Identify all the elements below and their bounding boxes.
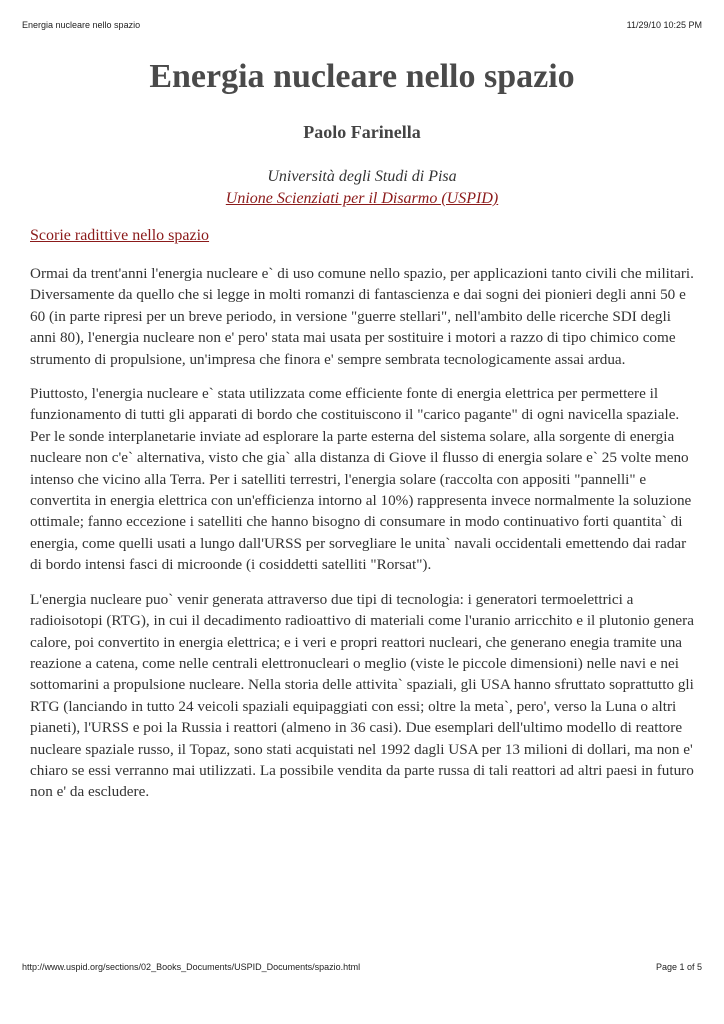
footer-page-number: Page 1 of 5	[655, 962, 702, 972]
article-body	[30, 263, 695, 816]
affiliation-block	[0, 166, 724, 210]
section-link-scorie[interactable]: Scorie radittive nello spazio	[30, 227, 210, 244]
header-page-title: Energia nucleare nello spazio	[22, 20, 141, 30]
university-name: Università degli Studi di Pisa	[267, 168, 457, 185]
paragraph-2: Piuttosto, l'energia nucleare e` stata utilizzata come efficiente fonte di energia elettrica per permettere il funzionamento di tutti gli apparati di bordo che costituiscono il "carico pagante" di ogni navicella spaziale. Per le sonde interplanetarie inviate ad esplorare la parte esterna del sistema solare, alla sorgente di energia nucleare non c'e` alternativa, visto che gia` alla distanza di Giove il flusso di energia solare e` 25 volte meno intenso che vicino alla Terra. Per i satelliti terrestri, l'energia solare (raccolta con appositi "pannelli" e convertita in energia elettrica con un'efficienza intorno al 10%) rappresenta invece normalmente la soluzione ottimale; fanno eccezione i satelliti che hanno bisogno di consumare in modo continuativo forti quantita` di energia, come quelli usati a lungo dall'URSS per sorvegliare le unita` navali occidentali emettendo dai radar di bordo intensi fasci di microonde (i cosiddetti satelliti "Rorsat").	[30, 385, 692, 574]
header-timestamp: 11/29/10 10:25 PM	[626, 20, 702, 30]
footer-url: http://www.uspid.org/sections/02_Books_Documents/USPID_Documents/spazio.html	[22, 962, 361, 972]
uspid-link[interactable]: Unione Scienziati per il Disarmo (USPID)	[225, 190, 499, 207]
print-footer	[22, 962, 702, 972]
print-header	[22, 20, 702, 30]
paragraph-1: Ormai da trent'anni l'energia nucleare e` di uso comune nello spazio, per applicazioni tanto civili che militari. Diversamente da quello che si legge in molti romanzi di fantascienza e dai sogni dei pionieri degli anni 50 e 60 (in parte ripresi per un breve periodo, in versione "guerre stellari", nell'ambito delle ricerche SDI degli anni 80), l'energia nucleare non e' pero' stata mai usata per sostituire i motori a razzo di tipo chimico come strumento di propulsione, un'impresa che finora e' sempre sembrata tecnologicamente assai ardua.	[30, 265, 694, 368]
paragraph-3: L'energia nucleare puo` venir generata attraverso due tipi di tecnologia: i generatori termoelettrici a radioisotopi (RTG), in cui il decadimento radioattivo di materiali come l'uranio arricchito e il plutonio genera calore, poi convertito in energia elettrica; e i veri e propri reattori nucleari, che generano enegia tramite una reazione a catena, come nelle centrali elettronucleari o meglio (viste le piccole dimensioni) nelle navi e nei sottomarini a propulsione nucleare. Nella storia delle attivita` spaziali, gli USA hanno sfruttato soprattutto gli RTG (lanciando in tutto 24 veicoli spaziali equipaggiati con essi; oltre la meta`, pero', verso la Luna o altri pianeti), l'URSS e poi la Russia i reattori (almeno in 36 casi). Due esemplari dell'ultimo modello di reattore nucleare spaziale russo, il Topaz, sono stati acquistati nel 1992 dagli USA per 13 milioni di dollari, ma non e' chiaro se essi verranno mai utilizzati. La possibile vendita da parte russa di tali reattori ad altri paesi in futuro non e' da escludere.	[30, 590, 694, 801]
document-title: Energia nucleare nello spazio	[149, 58, 575, 95]
author-name: Paolo Farinella	[303, 122, 421, 142]
